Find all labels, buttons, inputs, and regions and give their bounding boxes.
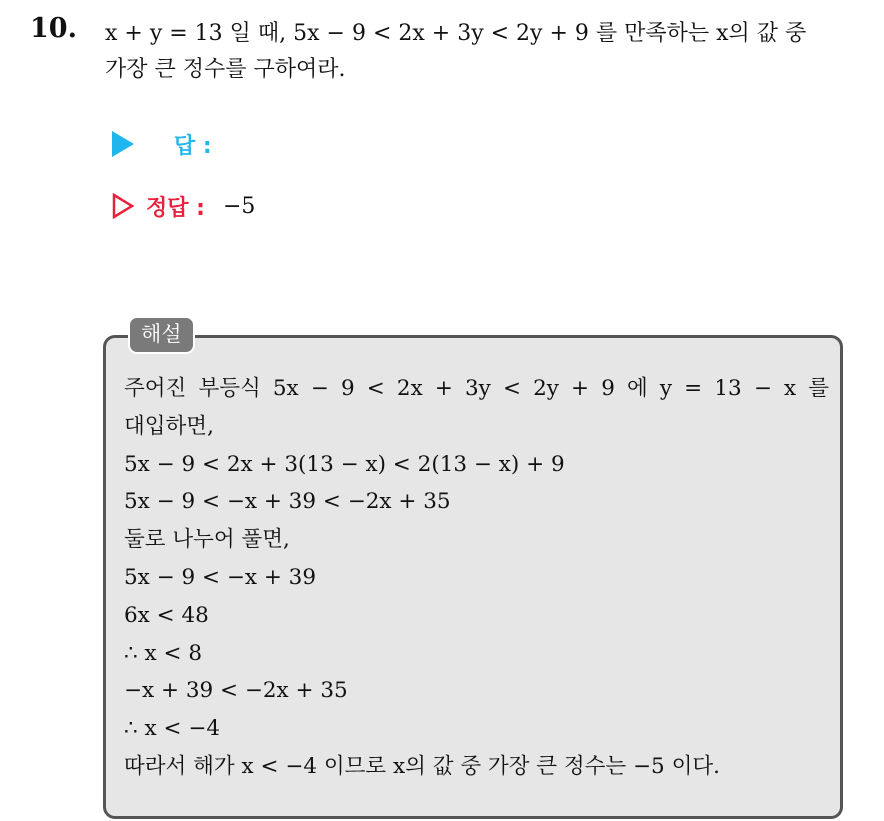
explanation-line: 5x − 9 < −x + 39 [124, 564, 317, 590]
explanation-line: 따라서 해가 x < −4 이므로 x의 값 중 가장 큰 정수는 −5 이다. [124, 753, 720, 779]
correct-answer-label: 정답 : [146, 195, 205, 221]
question-number: 10. [30, 13, 77, 44]
explanation-line: 대입하면, [124, 413, 214, 439]
explanation-line: 6x < 48 [124, 602, 209, 628]
explanation-line: 주어진 부등식 5x − 9 < 2x + 3y < 2y + 9 에 y = 13 − x 를 [124, 376, 829, 401]
answer-row [112, 126, 212, 162]
explanation-line: 5x − 9 < 2x + 3(13 − x) < 2(13 − x) + 9 [124, 451, 565, 477]
explanation-tag: 해설 [128, 316, 195, 354]
question-line: x + y = 13 일 때, 5x − 9 < 2x + 3y < 2y + 9 를 만족하는 x의 값 중 [105, 21, 807, 46]
explanation-line: ∴ x < 8 [124, 640, 203, 666]
explanation-lines [124, 370, 829, 786]
question-line: 가장 큰 정수를 구하여라. [105, 57, 346, 82]
explanation-line: ∴ x < −4 [124, 716, 221, 742]
correct-answer-row [112, 188, 255, 224]
explanation-line: 5x − 9 < −x + 39 < −2x + 35 [124, 489, 451, 515]
explanation-line: 둘로 나누어 풀면, [124, 527, 290, 553]
correct-answer-value: −5 [222, 193, 256, 219]
answer-label: 답 : [174, 133, 212, 159]
outline-triangle-icon [112, 193, 134, 219]
question-text [105, 16, 875, 88]
explanation-line: −x + 39 < −2x + 35 [124, 678, 348, 704]
play-triangle-icon [112, 131, 134, 157]
